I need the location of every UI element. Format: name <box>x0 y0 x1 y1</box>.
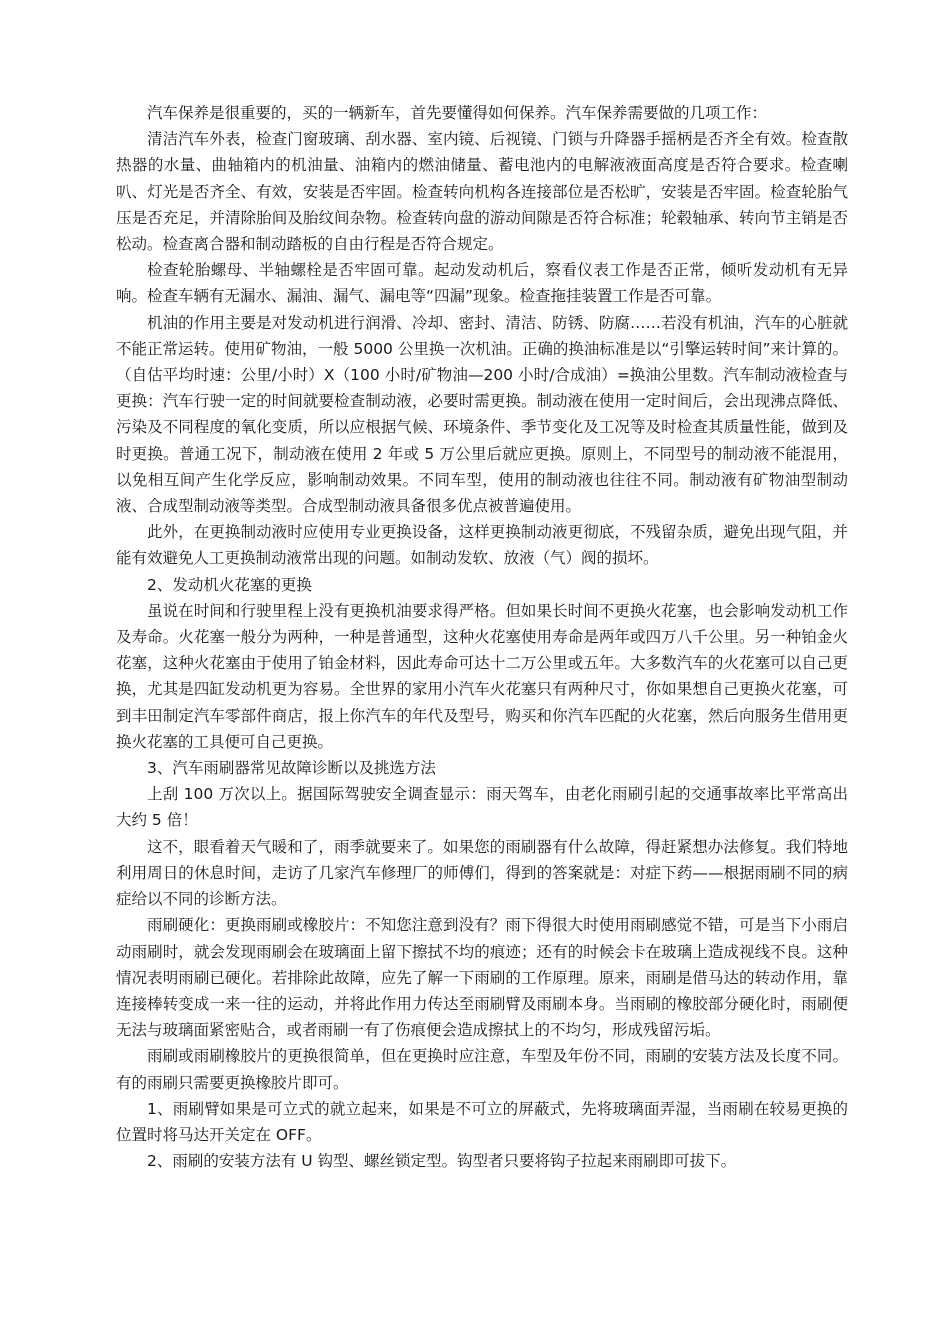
paragraph-wiper-intro: 这不，眼看着天气暖和了，雨季就要来了。如果您的雨刷器有什么故障，得赶紧想办法修复。我们特地利用周日的休息时间，走访了几家汽车修理厂的师傅们，得到的答案就是：对症下药——根据雨刷不同的病症给以不同的诊断方法。 <box>116 837 848 909</box>
paragraph-wiper-replacement: 雨刷或雨刷橡胶片的更换很简单，但在更换时应注意，车型及年份不同，雨刷的安装方法及长度不同。有的雨刷只需要更换橡胶片即可。 <box>116 1047 848 1092</box>
paragraph-brake-equipment: 此外，在更换制动液时应使用专业更换设备，这样更换制动液更彻底，不残留杂质，避免出现气阻，并能有效避免人工更换制动液常出现的问题。如制动发软、放液（气）阀的损坏。 <box>116 523 848 568</box>
paragraph-intro: 汽车保养是很重要的，买的一辆新车，首先要懂得如何保养。汽车保养需要做的几项工作： <box>147 104 768 122</box>
paragraph-wiper-hardening: 雨刷硬化：更换雨刷或橡胶片：不知您注意到没有？雨下得很大时使用雨刷感觉不错，可是当下小雨启动雨刷时，就会发现雨刷会在玻璃面上留下擦拭不均的痕迹；还有的时候会卡在玻璃上造成视线不良。这种情况表明雨刷已硬化。若排除此故障，应先了解一下雨刷的工作原理。原来，雨刷是借马达的转动作用，靠连接棒转变成一来一往的运动，并将此作用力传达至雨刷臂及雨刷本身。当雨刷的橡胶部分硬化时，雨刷便无法与玻璃面紧密贴合，或者雨刷一有了伤痕便会造成擦拭上的不均匀，形成残留污垢。 <box>116 916 848 1040</box>
document-body <box>116 100 848 1174</box>
section-heading-spark-plug: 2、发动机火花塞的更换 <box>147 575 312 594</box>
paragraph-tire-engine-check: 检查轮胎螺母、半轴螺栓是否牢固可靠。起动发动机后，察看仪表工作是否正常，倾听发动机有无异响。检查车辆有无漏水、漏油、漏气、漏电等“四漏”现象。检查拖挂装置工作是否可靠。 <box>116 261 848 306</box>
paragraph-oil-brake-fluid: 机油的作用主要是对发动机进行润滑、冷却、密封、清洁、防锈、防腐……若没有机油，汽车的心脏就不能正常运转。使用矿物油，一般 5000 公里换一次机油。正确的换油标准是以“引擎运转时间”来计算的。（自估平均时速：公里/小时）X（100 小时/矿物油—200 小时/合成油）=换油公里数。汽车制动液检查与更换：汽车行驶一定的时间就要检查制动液，必要时需更换。制动液在使用一定时间后，会出现沸点降低、污染及不同程度的氧化变质，所以应根据气候、环境条件、季节变化及工况等及时检查其质量性能，做到及时更换。普通工况下，制动液在使用 2 年或 5 万公里后就应更换。原则上，不同型号的制动液不能混用，以免相互间产生化学反应，影响制动效果。不同车型，使用的制动液也往往不同。制动液有矿物油型制动液、合成型制动液等类型。合成型制动液具备很多优点被普遍使用。 <box>116 313 848 516</box>
paragraph-wiper-step-2: 2、雨刷的安装方法有 U 钩型、螺丝锁定型。钩型者只要将钩子拉起来雨刷即可拔下。 <box>147 1152 737 1171</box>
paragraph-wiper-stats: 上刮 100 万次以上。据国际驾驶安全调查显示：雨天驾车，由老化雨刷引起的交通事故率比平常高出大约 5 倍！ <box>116 785 848 830</box>
section-heading-wiper: 3、汽车雨刷器常见故障诊断以及挑选方法 <box>147 759 436 778</box>
paragraph-exterior-check: 清洁汽车外表，检查门窗玻璃、刮水器、室内镜、后视镜、门锁与升降器手摇柄是否齐全有效。检查散热器的水量、曲轴箱内的机油量、油箱内的燃油储量、蓄电池内的电解液液面高度是否符合要求。检查喇叭、灯光是否齐全、有效，安装是否牢固。检查转向机构各连接部位是否松旷，安装是否牢固。检查轮胎气压是否充足，并清除胎间及胎纹间杂物。检查转向盘的游动间隙是否符合标准；轮毂轴承、转向节主销是否松动。检查离合器和制动踏板的自由行程是否符合规定。 <box>116 130 848 254</box>
paragraph-wiper-step-1: 1、雨刷臂如果是可立式的就立起来，如果是不可立的屏蔽式，先将玻璃面弄湿，当雨刷在较易更换的位置时将马达开关定在 OFF。 <box>116 1099 848 1144</box>
paragraph-spark-plug: 虽说在时间和行驶里程上没有更换机油要求得严格。但如果长时间不更换火花塞，也会影响发动机工作及寿命。火花塞一般分为两种，一种是普通型，这种火花塞使用寿命是两年或四万八千公里。另一种铂金火花塞，这种火花塞由于使用了铂金材料，因此寿命可达十二万公里或五年。大多数汽车的火花塞可以自己更换，尤其是四缸发动机更为容易。全世界的家用小汽车火花塞只有两种尺寸，你如果想自己更换火花塞，可到丰田制定汽车零部件商店，报上你汽车的年代及型号，购买和你汽车匹配的火花塞，然后向服务生借用更换火花塞的工具便可自己更换。 <box>116 601 848 751</box>
